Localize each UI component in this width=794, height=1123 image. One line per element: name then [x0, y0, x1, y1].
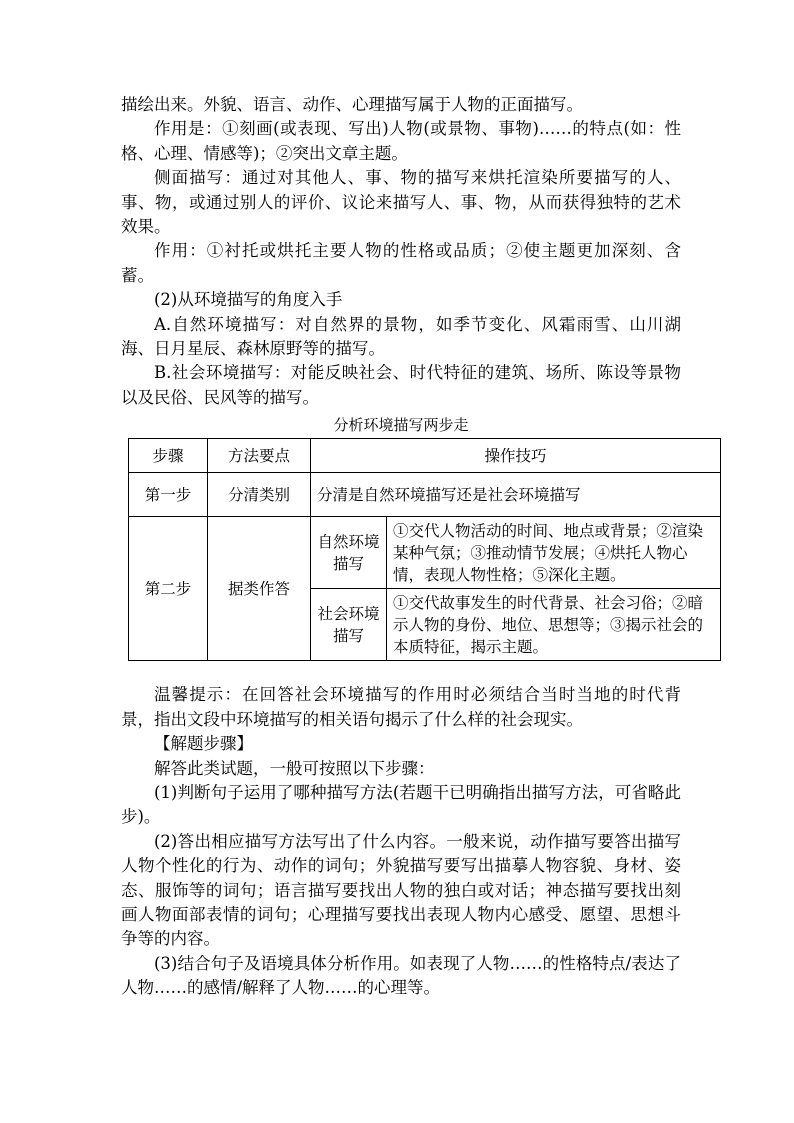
natural-label: 自然环境描写: [311, 517, 387, 589]
steps-heading: 【解题步骤】: [154, 734, 253, 754]
social-environment-paragraph: B.社会环境描写：对能反映社会、时代特征的建筑、场所、陈设等景物以及民俗、民风等的描写。: [121, 363, 681, 407]
natural-tip: ①交代人物活动的时间、地点或背景；②渲染某种气氛；③推动情节发展；④烘托人物心情，表现人物性格；⑤深化主题。: [387, 517, 721, 589]
table-title: 分析环境描写两步走: [333, 416, 469, 435]
steps-lead: 解答此类试题，一般可按照以下步骤：: [154, 758, 435, 778]
side-effect-paragraph: 作用：①衬托或烘托主要人物的性格或品质；②使主题更加深刻、含蓄。: [121, 241, 681, 285]
step2-step: 第二步: [129, 517, 208, 661]
step-3-paragraph: (3)结合句子及语境具体分析作用。如表现了人物……的性格特点/表达了人物……的感情/解释了人物……的心理等。: [121, 953, 681, 998]
header-technique: 操作技巧: [311, 439, 721, 473]
step1-tip: 分清是自然环境描写还是社会环境描写: [311, 473, 721, 517]
intro-line: 描绘出来。外貌、语言、动作、心理描写属于人物的正面描写。: [121, 95, 583, 114]
social-label: 社会环境描写: [311, 589, 387, 661]
step2-method: 据类作答: [208, 517, 311, 661]
environment-heading: (2)从环境描写的角度入手: [154, 290, 343, 310]
table-header-row: [129, 439, 721, 473]
table-row: [129, 473, 721, 517]
step1-method: 分清类别: [208, 473, 311, 517]
header-method: 方法要点: [208, 439, 311, 473]
step-1-paragraph: (1)判断句子运用了哪种描写方法(若题干已明确指出描写方法，可省略此步)。: [121, 782, 681, 827]
header-step: 步骤: [129, 439, 208, 473]
document-page: [121, 93, 704, 1001]
steps-table: [128, 438, 721, 661]
side-description-paragraph: 侧面描写：通过对其他人、事、物的描写来烘托渲染所要描写的人、事、物，或通过别人的评价、议论来描写人、事、物，从而获得独特的艺术效果。: [121, 168, 681, 237]
table-row: [129, 517, 721, 589]
step1-step: 第一步: [129, 473, 208, 517]
social-tip: ①交代故事发生的时代背景、社会习俗；②暗示人物的身份、地位、思想等；③揭示社会的本质特征，揭示主题。: [387, 589, 721, 661]
front-effect-paragraph: 作用是：①刻画(或表现、写出)人物(或景物、事物)……的特点(如：性格、心理、情感等)；②突出文章主题。: [121, 119, 681, 163]
tip-paragraph: 温馨提示：在回答社会环境描写的作用时必须结合当时当地的时代背景，指出文段中环境描写的相关语句揭示了什么样的社会现实。: [121, 685, 681, 729]
step-2-paragraph: (2)答出相应描写方法写出了什么内容。一般来说，动作描写要答出描写人物个性化的行为、动作的词句；外貌描写要写出描摹人物容貌、身材、姿态、服饰等的词句；语言描写要找出人物的独白或对话；神态描写要找出刻画人物面部表情的词句；心理描写要找出表现人物内心感受、愿望、思想斗争等的内容。: [121, 831, 681, 949]
natural-environment-paragraph: A.自然环境描写：对自然界的景物，如季节变化、风霜雨雪、山川湖海、日月星辰、森林原野等的描写。: [121, 314, 681, 359]
